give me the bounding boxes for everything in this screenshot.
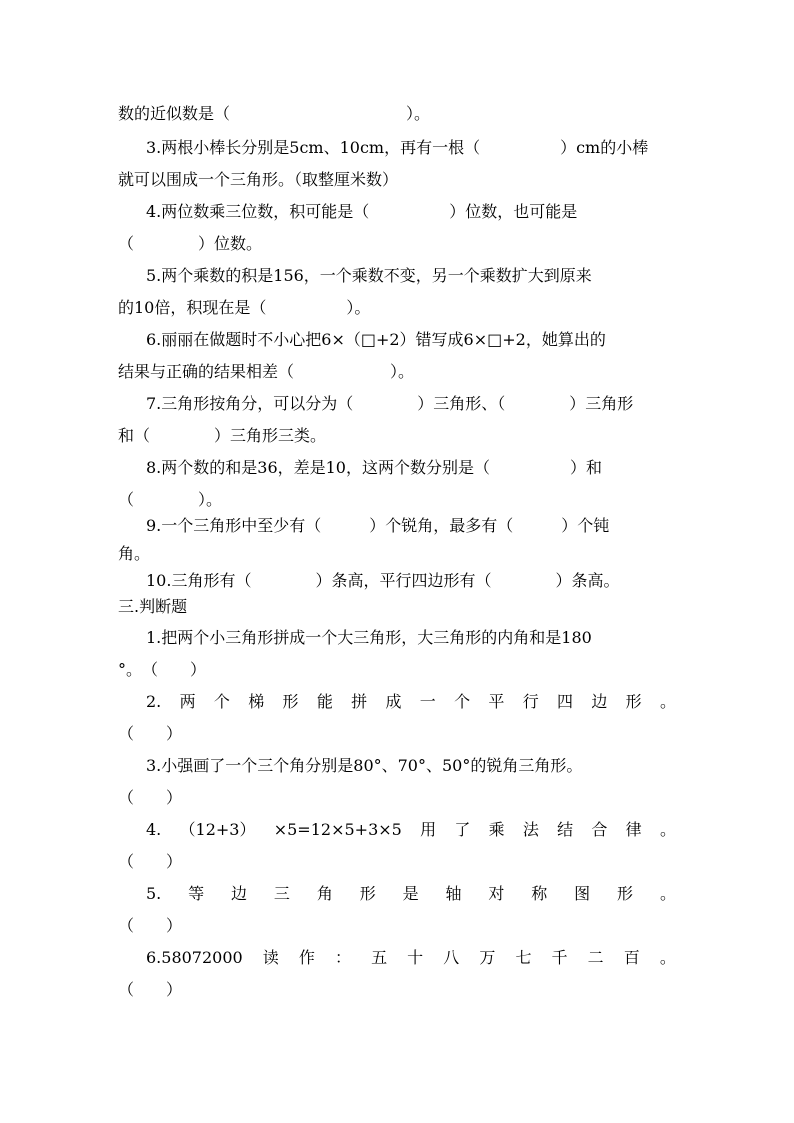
judge-q6-token: 读: [262, 948, 279, 967]
judge-q4-line: [146, 820, 676, 840]
judge-q2-token: 个: [454, 692, 471, 711]
judge-q5-token: 等: [188, 884, 205, 903]
judge-q2-bracket: （ ）: [118, 724, 183, 743]
judge-q6-token: 二: [587, 948, 604, 967]
judge-q5-token: 边: [231, 884, 248, 903]
judge-q5-token: 称: [531, 884, 548, 903]
judge-q2-token: 一: [419, 692, 436, 711]
judge-q6-token: 七: [515, 948, 532, 967]
judge-q6-token: 八: [443, 948, 460, 967]
fill-q4-line1: 4.两位数乘三位数，积可能是（ ）位数，也可能是: [146, 202, 578, 221]
fill-q9-line1: 9.一个三角形中至少有（ ）个锐角，最多有（ ）个钝: [146, 516, 610, 535]
judge-q5-token: 。: [659, 884, 676, 903]
judge-q2-token: 形: [282, 692, 299, 711]
judge-q2-token: 形: [625, 692, 642, 711]
judge-q6-token: 万: [479, 948, 496, 967]
judge-q1-line1: 1.把两个小三角形拼成一个大三角形，大三角形的内角和是180: [146, 628, 592, 647]
judge-q5-token: 三: [273, 884, 290, 903]
fill-q5-line1: 5.两个乘数的积是156，一个乘数不变，另一个乘数扩大到原来: [146, 266, 592, 285]
fill-q10-line: 10.三角形有（ ）条高，平行四边形有（ ）条高。: [146, 571, 620, 590]
judge-q3-line: 3.小强画了一个三个角分别是80°、70°、50°的锐角三角形。: [146, 756, 583, 775]
judge-q3-bracket: （ ）: [118, 788, 183, 807]
judge-q6-token: 百: [623, 948, 640, 967]
judge-q5-bracket: （ ）: [118, 916, 183, 935]
judge-q2-token: 。: [659, 692, 676, 711]
judge-q4-token: 乘: [488, 820, 505, 839]
judge-q5-token: 对: [488, 884, 505, 903]
judge-q5-token: 形: [617, 884, 634, 903]
judge-q6-token: 6.58072000: [146, 948, 243, 967]
judge-q4-token: ×5=12×5+3×5: [273, 820, 402, 839]
judge-q1-line2: °。 （ ）: [118, 660, 207, 679]
fill-q3-line2: 就可以围成一个三角形。（取整厘米数）: [118, 170, 399, 189]
fill-q3-line1: 3.两根小棒长分别是5cm、10cm，再有一根（ ）cm的小棒: [146, 138, 649, 157]
judge-q2-token: 边: [591, 692, 608, 711]
judge-q2-token: 两: [179, 692, 196, 711]
judge-q2-token: 四: [557, 692, 574, 711]
judge-q2-token: 梯: [248, 692, 265, 711]
judge-q4-token: 用: [420, 820, 437, 839]
judge-q2-token: 成: [385, 692, 402, 711]
fill-q6-line1: 6.丽丽在做题时不小心把6×（□+2）错写成6×□+2，她算出的: [146, 330, 606, 349]
judge-q6-token: 五: [371, 948, 388, 967]
judge-q5-token: 角: [316, 884, 333, 903]
judge-q4-token: 了: [454, 820, 471, 839]
judge-q4-token: 结: [557, 820, 574, 839]
judge-q5-token: 轴: [445, 884, 462, 903]
fill-q4-line2: （ ）位数。: [118, 234, 263, 253]
judge-q4-token: 法: [522, 820, 539, 839]
judge-q6-token: 千: [551, 948, 568, 967]
fill-q6-line2: 结果与正确的结果相差（ ）。: [118, 362, 415, 381]
judge-q4-token: 4.: [146, 820, 162, 839]
judge-q5-token: 5.: [146, 884, 162, 903]
judge-q6-bracket: （ ）: [118, 980, 183, 999]
judge-q2-token: 平: [488, 692, 505, 711]
judge-q5-token: 是: [402, 884, 419, 903]
judge-q2-line: [146, 692, 676, 712]
fill-q7-line1: 7.三角形按角分，可以分为（ ）三角形、（ ）三角形: [146, 394, 634, 413]
judge-q5-line: [146, 884, 676, 904]
judge-q6-line: [146, 948, 676, 968]
judge-q2-token: 行: [522, 692, 539, 711]
judge-q4-token: 。: [659, 820, 676, 839]
judge-q2-token: 个: [213, 692, 230, 711]
judge-q6-token: ：: [334, 948, 351, 967]
judge-q6-token: 十: [407, 948, 424, 967]
judge-q4-token: （12+3）: [179, 820, 256, 839]
carry-over-line: 数的近似数是（ ）。: [118, 104, 431, 123]
fill-q8-line2: （ ）。: [118, 490, 223, 509]
judge-q4-bracket: （ ）: [118, 852, 183, 871]
judge-q2-token: 能: [316, 692, 333, 711]
fill-q8-line1: 8.两个数的和是36，差是10，这两个数分别是（ ）和: [146, 458, 602, 477]
judge-section-heading: 三.判断题: [118, 597, 188, 616]
judge-q4-token: 合: [591, 820, 608, 839]
judge-q2-token: 拼: [351, 692, 368, 711]
fill-q9-line2: 角。: [118, 544, 151, 563]
judge-q5-token: 形: [359, 884, 376, 903]
fill-q7-line2: 和（ ）三角形三类。: [118, 426, 327, 445]
judge-q2-token: 2.: [146, 692, 162, 711]
judge-q4-token: 律: [625, 820, 642, 839]
judge-q6-token: 。: [659, 948, 676, 967]
judge-q5-token: 图: [574, 884, 591, 903]
judge-q6-token: 作: [298, 948, 315, 967]
fill-q5-line2: 的10倍，积现在是（ ）。: [118, 298, 371, 317]
